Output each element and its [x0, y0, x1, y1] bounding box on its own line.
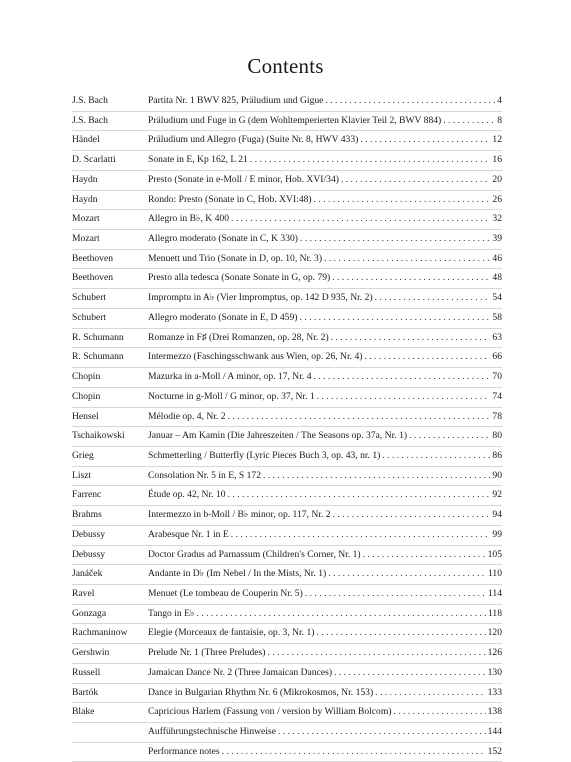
toc-row[interactable]	[72, 506, 502, 526]
page-title: Contents	[247, 54, 324, 78]
dot-leader	[250, 151, 491, 170]
toc-entry	[148, 329, 502, 348]
dot-leader	[314, 191, 491, 210]
toc-row[interactable]	[72, 486, 502, 506]
toc-entry	[148, 309, 502, 328]
work-title: Partita Nr. 1 BWV 825, Präludium und Gigue	[148, 95, 324, 106]
page-number: 4	[497, 95, 502, 106]
work-title: Tango in E♭	[148, 607, 195, 619]
work-title: Performance notes	[148, 745, 220, 757]
page-number: 86	[492, 449, 502, 461]
page-number: 78	[492, 410, 502, 422]
work-title: Mélodie op. 4, Nr. 2	[148, 410, 226, 422]
work-title: Andante in D♭ (Im Nebel / In the Mists, Nr. 1)	[148, 568, 327, 580]
toc-entry	[148, 388, 502, 407]
composer-name: Tschaikowski	[72, 430, 125, 442]
composer-name: Debussy	[72, 548, 106, 560]
work-title: Mazurka in a-Moll / A minor, op. 17, Nr. 4	[148, 371, 312, 383]
work-title: Januar – Am Kamin (Die Jahreszeiten / The Seasons op. 37a, Nr. 1)	[148, 430, 408, 442]
toc-row[interactable]	[72, 92, 502, 112]
dot-leader	[268, 644, 486, 663]
toc-entry	[148, 131, 502, 150]
work-title: Capricious Harlem (Fassung von / version by William Bolcom)	[148, 706, 392, 718]
work-title: Allegro moderato (Sonate in C, K 330)	[148, 233, 299, 245]
work-title: Menuett und Trio (Sonate in D, op. 10, Nr. 3)	[148, 252, 323, 264]
dot-leader	[363, 546, 486, 565]
composer-name: Gonzaga	[72, 607, 107, 619]
page-number: 58	[492, 311, 502, 323]
dot-leader	[360, 131, 490, 150]
composer-name: Rachmaninow	[72, 627, 128, 639]
composer-name: Bartók	[72, 686, 99, 698]
work-title: Presto alla tedesca (Sonate Sonate in G, op. 79)	[148, 272, 331, 284]
page-number: 39	[492, 233, 502, 245]
page-number: 152	[487, 745, 502, 757]
toc-row[interactable]	[72, 230, 502, 250]
toc-row[interactable]	[72, 605, 502, 625]
work-title: Präludium und Allegro (Fuga) (Suite Nr. 8, HWV 433)	[148, 134, 359, 146]
toc-entry	[148, 427, 502, 446]
toc-row[interactable]	[72, 467, 502, 487]
toc-entry	[148, 171, 502, 190]
toc-entry	[148, 368, 502, 387]
work-title: Allegro in B♭, K 400	[148, 213, 230, 225]
dot-leader	[299, 309, 490, 328]
toc-entry	[148, 348, 502, 367]
page-number: 20	[492, 173, 502, 185]
dot-leader	[324, 250, 490, 269]
toc-entry	[148, 703, 502, 722]
composer-name: Haydn	[72, 173, 98, 185]
toc-entry	[148, 624, 502, 643]
work-title: Aufführungstechnische Hinweise	[148, 726, 276, 737]
toc-entry	[148, 723, 502, 742]
toc-row[interactable]	[72, 427, 502, 447]
work-title: Intermezzo (Faschingsschwank aus Wien, op. 26, Nr. 4)	[148, 351, 363, 363]
page-number: 32	[492, 213, 502, 225]
composer-name: Schubert	[72, 292, 107, 304]
toc-row[interactable]	[72, 565, 502, 585]
composer-name: Russell	[72, 666, 101, 678]
dot-leader	[231, 526, 491, 545]
page-number: 90	[492, 469, 502, 481]
toc-entry	[148, 210, 502, 229]
dot-leader	[263, 467, 490, 486]
composer-name: J.S. Bach	[72, 114, 108, 126]
page-number: 118	[487, 607, 502, 619]
toc-entry	[148, 112, 502, 131]
toc-entry	[148, 506, 502, 525]
page-number: 54	[492, 292, 502, 304]
composer-name: Beethoven	[72, 272, 114, 284]
work-title: Schmetterling / Butterfly (Lyric Pieces Buch 3, op. 43, nr. 1)	[148, 449, 381, 461]
dot-leader	[328, 565, 486, 584]
page-number: 26	[492, 193, 502, 205]
toc-row[interactable]	[72, 546, 502, 566]
composer-name: Gershwin	[72, 647, 110, 659]
composer-name: Grieg	[72, 449, 94, 461]
dot-leader	[443, 112, 495, 131]
page-number: 74	[492, 390, 502, 402]
composer-name: R. Schumann	[72, 351, 124, 363]
toc-row[interactable]	[72, 703, 502, 723]
page-number: 114	[487, 587, 502, 599]
toc-entry	[148, 546, 502, 565]
composer-name: Ravel	[72, 587, 95, 599]
page-number: 138	[487, 706, 502, 718]
toc-row[interactable]	[72, 269, 502, 289]
composer-name: Blake	[72, 706, 95, 718]
toc-row[interactable]	[72, 210, 502, 230]
work-title: Étude op. 42, Nr. 10	[148, 489, 226, 501]
toc-row[interactable]	[72, 624, 502, 644]
page-number: 12	[492, 134, 502, 146]
work-title: Presto (Sonate in e-Moll / E minor, Hob. XVI/34)	[148, 173, 339, 185]
work-title: Rondo: Presto (Sonate in C, Hob. XVI:48)	[148, 193, 312, 205]
page-number: 126	[487, 647, 502, 659]
dot-leader	[332, 269, 490, 288]
work-title: Consolation Nr. 5 in E, S 172	[148, 469, 261, 481]
dot-leader	[317, 624, 486, 643]
page-number: 16	[492, 154, 502, 166]
composer-name: Hensel	[72, 410, 99, 422]
composer-name: Mozart	[72, 233, 100, 245]
page-number: 144	[487, 726, 502, 737]
dot-leader	[231, 210, 490, 229]
work-title: Sonate in E, Kp 162, L 21	[148, 154, 248, 166]
toc-row[interactable]	[72, 585, 502, 605]
work-title: Doctor Gradus ad Parnassum (Children's Corner, Nr. 1)	[148, 548, 361, 560]
dot-leader	[341, 171, 490, 190]
toc-row[interactable]	[72, 309, 502, 329]
dot-leader	[317, 388, 491, 407]
toc-entry	[148, 743, 502, 762]
dot-leader	[325, 92, 495, 111]
toc-entry	[148, 408, 502, 427]
dot-leader	[375, 289, 491, 308]
toc-entry	[148, 289, 502, 308]
toc-row[interactable]	[72, 191, 502, 211]
composer-name: Brahms	[72, 509, 102, 521]
toc-row[interactable]	[72, 447, 502, 467]
page-number: 99	[492, 528, 502, 540]
toc-entry	[148, 92, 502, 111]
dot-leader	[409, 427, 490, 446]
composer-name: Liszt	[72, 469, 92, 481]
work-title: Arabesque Nr. 1 in E	[148, 528, 229, 540]
toc-row[interactable]	[72, 684, 502, 704]
page-number: 120	[487, 627, 502, 639]
toc-row[interactable]	[72, 348, 502, 368]
page-number: 110	[487, 568, 502, 580]
work-title: Allegro moderato (Sonate in E, D 459)	[148, 311, 298, 323]
composer-name: D. Scarlatti	[72, 154, 116, 166]
toc-row[interactable]	[72, 131, 502, 151]
composer-name: Janáček	[72, 568, 103, 580]
toc-row[interactable]	[72, 526, 502, 546]
toc-entry	[148, 585, 502, 604]
page-number: 48	[492, 272, 502, 284]
toc-row[interactable]	[72, 171, 502, 191]
composer-name: Beethoven	[72, 252, 114, 264]
toc-entry	[148, 526, 502, 545]
composer-name: Chopin	[72, 371, 101, 383]
page-number: 133	[487, 686, 502, 698]
dot-leader	[228, 408, 491, 427]
page-number: 63	[492, 331, 502, 343]
dot-leader	[394, 703, 486, 722]
work-title: Präludium und Fuge in G (dem Wohltemperierten Klavier Teil 2, BWV 884)	[148, 114, 442, 126]
dot-leader	[334, 664, 486, 683]
toc-row[interactable]	[72, 388, 502, 408]
contents-list	[72, 92, 502, 762]
work-title: Jamaican Dance Nr. 2 (Three Jamaican Dances)	[148, 666, 333, 678]
dot-leader	[382, 447, 490, 466]
work-title: Impromptu in A♭ (Vier Impromptus, op. 142 D 935, Nr. 2)	[148, 292, 373, 304]
composer-name: Schubert	[72, 311, 107, 323]
page-number: 92	[492, 489, 502, 501]
toc-row[interactable]	[72, 644, 502, 664]
dot-leader	[314, 368, 491, 387]
dot-leader	[333, 506, 491, 525]
page-number: 94	[492, 509, 502, 521]
composer-name: Debussy	[72, 528, 106, 540]
page-number: 130	[487, 666, 502, 678]
toc-row[interactable]	[72, 723, 502, 743]
work-title: Elegie (Morceaux de fantaisie, op. 3, Nr. 1)	[148, 627, 315, 639]
work-title: Menuet (Le tombeau de Couperin Nr. 5)	[148, 587, 303, 599]
dot-leader	[375, 684, 485, 703]
toc-row[interactable]	[72, 112, 502, 132]
page-number: 105	[487, 548, 502, 560]
work-title: Intermezzo in b-Moll / B♭ minor, op. 117, Nr. 2	[148, 509, 331, 521]
toc-row[interactable]	[72, 408, 502, 428]
dot-leader	[196, 605, 485, 624]
composer-name: Farrenc	[72, 489, 102, 501]
toc-entry	[148, 269, 502, 288]
composer-name: Mozart	[72, 213, 100, 225]
toc-entry	[148, 664, 502, 683]
toc-entry	[148, 644, 502, 663]
composer-name: Chopin	[72, 390, 101, 402]
toc-row[interactable]	[72, 368, 502, 388]
toc-row[interactable]	[72, 329, 502, 349]
page-number: 70	[492, 371, 502, 383]
dot-leader	[222, 743, 486, 762]
toc-entry	[148, 250, 502, 269]
toc-entry	[148, 605, 502, 624]
toc-entry	[148, 684, 502, 703]
toc-entry	[148, 486, 502, 505]
composer-name: J.S. Bach	[72, 95, 108, 106]
toc-entry	[148, 151, 502, 170]
dot-leader	[305, 585, 486, 604]
toc-entry	[148, 447, 502, 466]
toc-entry	[148, 565, 502, 584]
page-number: 8	[497, 114, 502, 126]
work-title: Romanze in F♯ (Drei Romanzen, op. 28, Nr. 2)	[148, 331, 329, 343]
toc-row[interactable]	[72, 664, 502, 684]
dot-leader	[331, 329, 491, 348]
dot-leader	[364, 348, 490, 367]
work-title: Prelude Nr. 1 (Three Preludes)	[148, 647, 266, 659]
toc-entry	[148, 467, 502, 486]
page-number: 80	[492, 430, 502, 442]
work-title: Dance in Bulgarian Rhythm Nr. 6 (Mikrokosmos, Nr. 153)	[148, 686, 374, 698]
dot-leader	[228, 486, 491, 505]
dot-leader	[300, 230, 490, 249]
toc-row[interactable]	[72, 743, 502, 762]
toc-row[interactable]	[72, 289, 502, 309]
page-number: 66	[492, 351, 502, 363]
composer-name: Händel	[72, 134, 100, 146]
toc-entry	[148, 191, 502, 210]
toc-row[interactable]	[72, 250, 502, 270]
work-title: Nocturne in g-Moll / G minor, op. 37, Nr. 1	[148, 390, 315, 402]
toc-row[interactable]	[72, 151, 502, 171]
composer-name: Haydn	[72, 193, 98, 205]
dot-leader	[278, 723, 486, 742]
composer-name: R. Schumann	[72, 331, 124, 343]
page-number: 46	[492, 252, 502, 264]
toc-entry	[148, 230, 502, 249]
